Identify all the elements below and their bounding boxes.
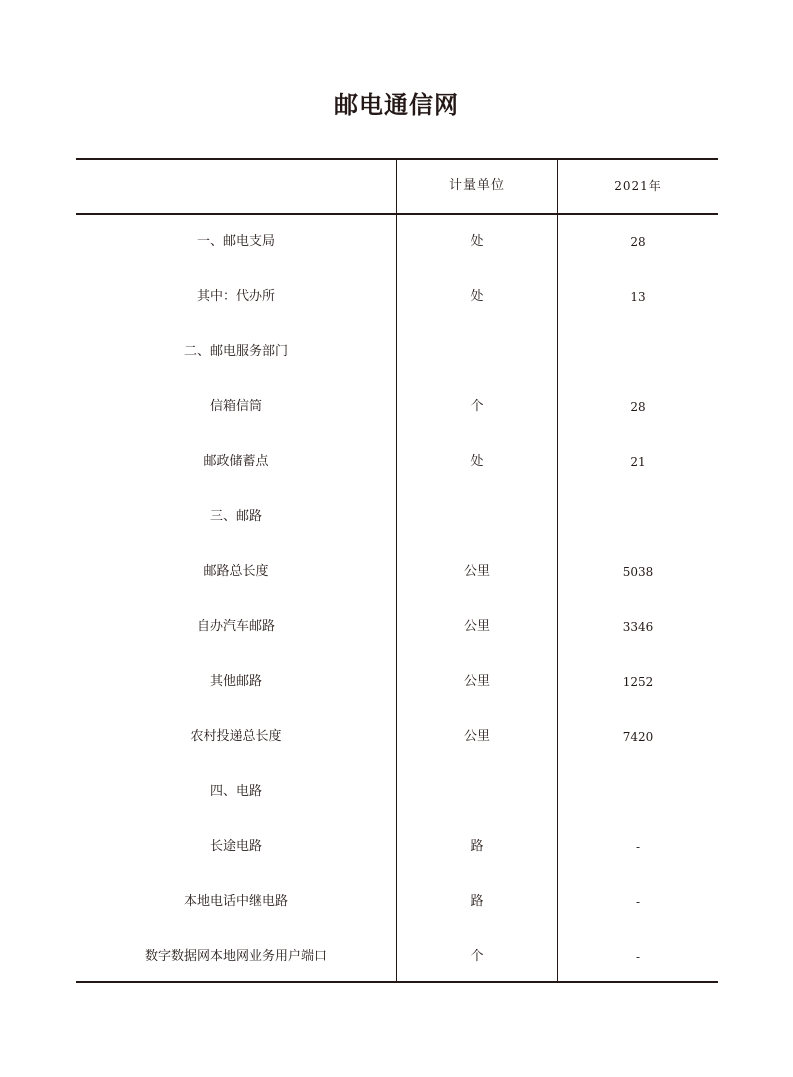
table-row — [76, 600, 718, 655]
table-row — [76, 820, 718, 875]
table-row — [76, 490, 718, 545]
row-value: 3346 — [622, 620, 654, 634]
table-row — [76, 765, 718, 820]
row-item: 一、邮电支局 — [196, 234, 275, 249]
row-item: 其他邮路 — [209, 674, 262, 689]
row-unit: 处 — [470, 454, 484, 469]
row-value: 1252 — [622, 675, 654, 689]
table-body — [76, 215, 718, 985]
row-value: - — [635, 950, 641, 964]
table-row — [76, 215, 718, 270]
row-item: 其中：代办所 — [196, 289, 275, 304]
statistics-table — [76, 158, 718, 983]
row-value: 7420 — [622, 730, 654, 744]
row-value: 28 — [630, 235, 646, 249]
row-unit: 公里 — [463, 564, 490, 579]
page-title: 邮电通信网 — [334, 90, 459, 119]
table-row — [76, 710, 718, 765]
row-unit: 处 — [470, 234, 484, 249]
row-unit: 公里 — [463, 619, 490, 634]
row-unit: 公里 — [463, 674, 490, 689]
table-row — [76, 435, 718, 490]
row-unit: 公里 — [463, 729, 490, 744]
row-item: 长途电路 — [209, 839, 262, 854]
row-value: 13 — [630, 290, 646, 304]
row-item: 数字数据网本地网业务用户端口 — [144, 949, 327, 964]
row-item: 自办汽车邮路 — [196, 619, 275, 634]
row-value: 28 — [630, 400, 646, 414]
header-unit: 计量单位 — [448, 178, 505, 193]
row-item: 信箱信筒 — [209, 399, 262, 414]
row-unit: 路 — [470, 839, 484, 854]
row-value: - — [635, 895, 641, 909]
row-item: 四、电路 — [209, 784, 262, 799]
row-value: 21 — [630, 455, 646, 469]
row-item: 本地电话中继电路 — [183, 894, 288, 909]
row-unit: 个 — [470, 949, 484, 964]
row-unit: 处 — [470, 289, 484, 304]
table-row — [76, 270, 718, 325]
row-item: 邮政储蓄点 — [203, 454, 269, 469]
table-header — [76, 160, 718, 213]
table-row — [76, 655, 718, 710]
header-year: 2021年 — [614, 179, 662, 193]
table-row — [76, 875, 718, 930]
row-unit: 路 — [470, 894, 484, 909]
row-value: 5038 — [622, 565, 654, 579]
row-value: - — [635, 840, 641, 854]
table-row — [76, 545, 718, 600]
table-row — [76, 930, 718, 985]
row-unit: 个 — [470, 399, 484, 414]
row-item: 二、邮电服务部门 — [183, 344, 288, 359]
row-item: 邮路总长度 — [203, 564, 269, 579]
row-item: 农村投递总长度 — [190, 729, 282, 744]
row-item: 三、邮路 — [209, 509, 262, 524]
table-row — [76, 325, 718, 380]
table-row — [76, 380, 718, 435]
